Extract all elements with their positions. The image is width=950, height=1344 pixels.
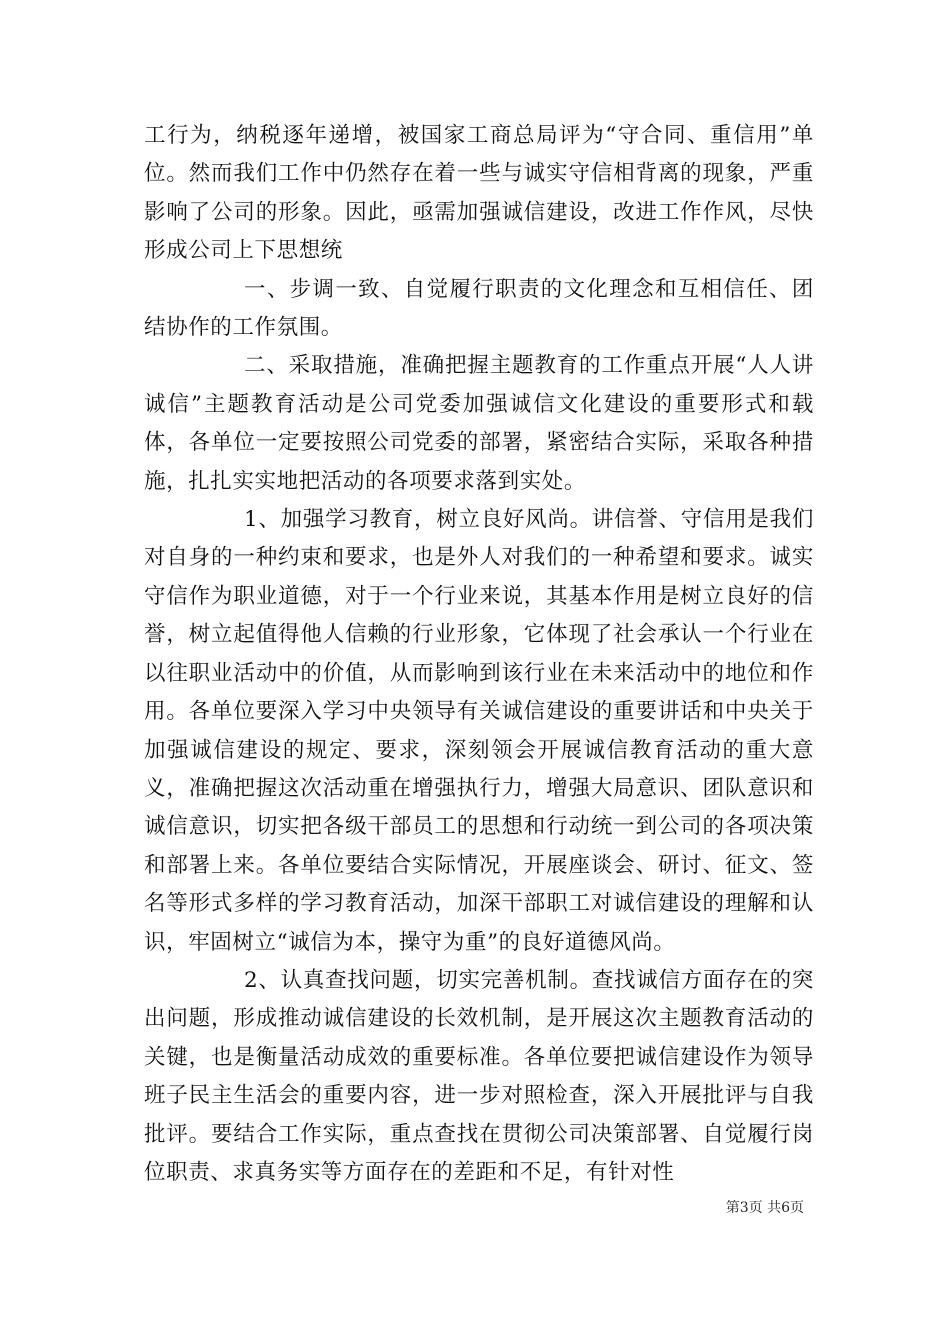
page-number-footer (726, 1199, 804, 1217)
page-middle: 页 共 (748, 1200, 782, 1216)
paragraph-4: 1、加强学习教育，树立良好风尚。讲信誉、守信用是我们对自身的一种约束和要求，也是外人对我们的一种希望和要求。诚实守信作为职业道德，对于一个行业来说，其基本作用是树立良好的信誉，树立起值得他人信赖的行业形象，它体现了社会承认一个行业在以往职业活动中的价值，从而影响到该行业在未来活动中的地位和作用。各单位要深入学习中央领导有关诚信建设的重要讲话和中央关于加强诚信建设的规定、要求，深刻领会开展诚信教育活动的重大意义，准确把握这次活动重在增强执行力，增强大局意识、团队意识和诚信意识，切实把各级干部员工的思想和行动统一到公司的各项决策和部署上来。各单位要结合实际情况，开展座谈会、研讨、征文、签名等形式多样的学习教育活动，加深干部职工对诚信建设的理解和认识，牢固树立“诚信为本，操守为重”的良好道德风尚。 (144, 507, 814, 955)
paragraph-1: 工行为，纳税逐年递增，被国家工商总局评为“守合同、重信用”单位。然而我们工作中仍然存在着一些与诚实守信相背离的现象，严重影响了公司的形象。因此，亟需加强诚信建设，改进工作作风，尽快形成公司上下思想统 (144, 123, 814, 264)
paragraph-2: 一、步调一致、自觉履行职责的文化理念和互相信任、团结协作的工作氛围。 (144, 276, 814, 341)
total-pages-number: 6 (781, 1200, 790, 1216)
page-prefix: 第 (725, 1200, 740, 1216)
current-page-number: 3 (739, 1200, 749, 1216)
paragraph-5: 2、认真查找问题，切实完善机制。查找诚信方面存在的突出问题，形成推动诚信建设的长效机制，是开展这次主题教育活动的关键，也是衡量活动成效的重要标准。各单位要把诚信建设作为领导班子民主生活会的重要内容，进一步对照检查，深入开展批评与自我批评。要结合工作实际，重点查找在贯彻公司决策部署、自觉履行岗位职责、求真务实等方面存在的差距和不足，有针对性 (144, 967, 814, 1185)
document-body (144, 117, 814, 1192)
page-suffix: 页 (790, 1200, 804, 1216)
paragraph-3: 二、采取措施，准确把握主题教育的工作重点开展“人人讲诚信”主题教育活动是公司党委加强诚信文化建设的重要形式和载体，各单位一定要按照公司党委的部署，紧密结合实际，采取各种措施，扎扎实实地把活动的各项要求落到实处。 (144, 353, 814, 494)
